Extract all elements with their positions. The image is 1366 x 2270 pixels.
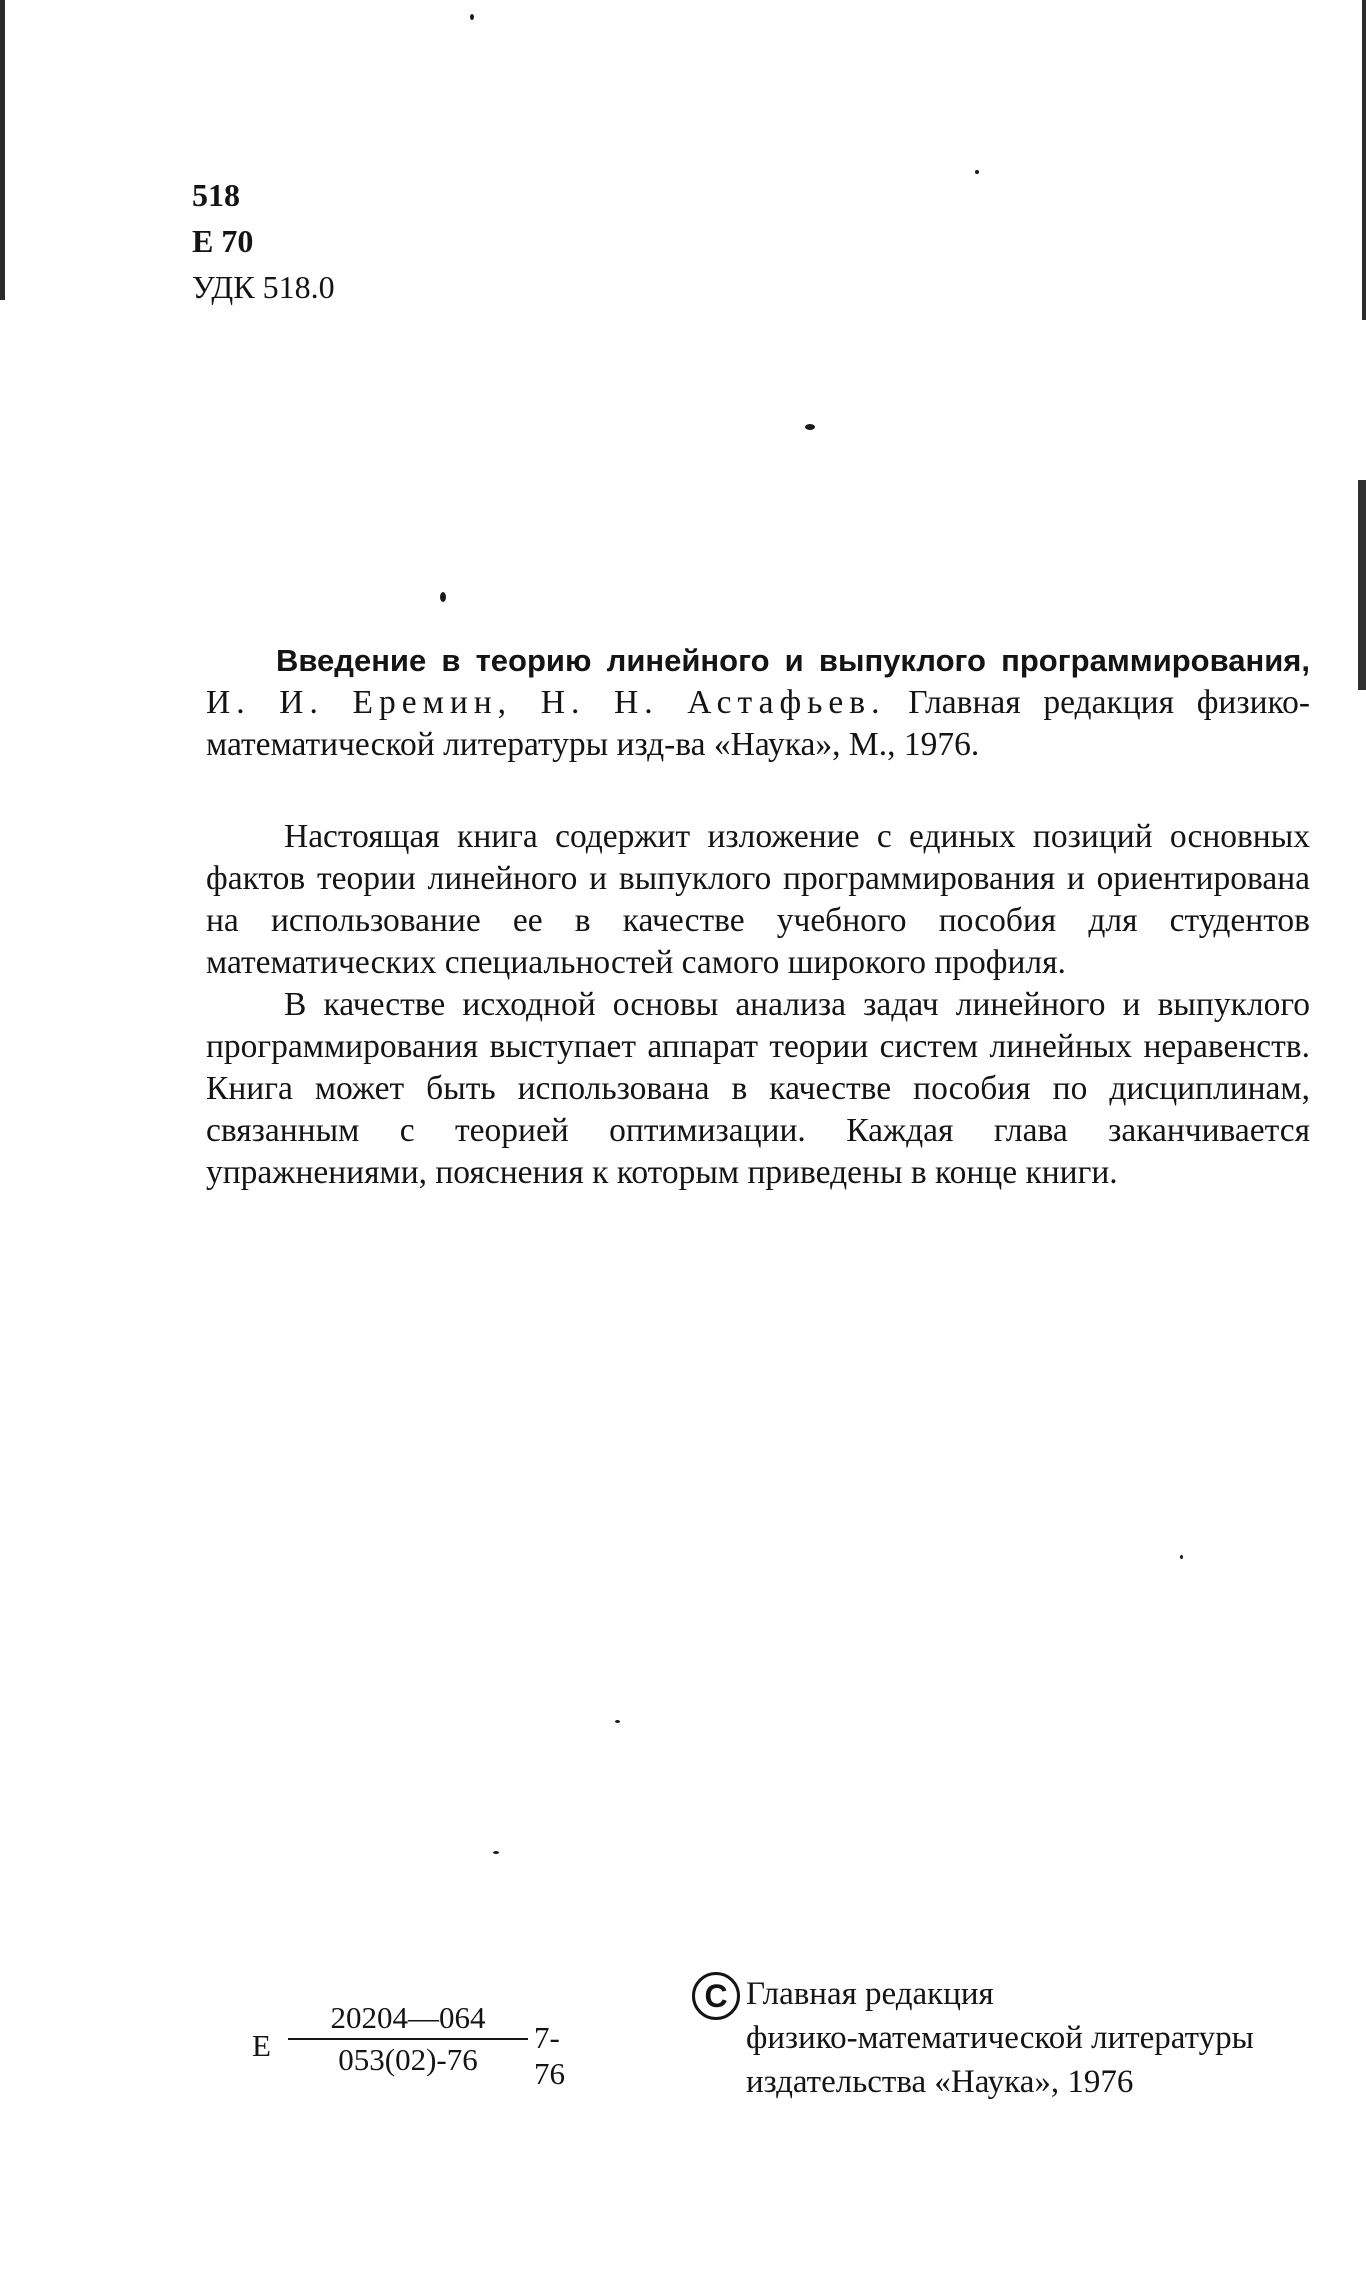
index-numerator: 20204—064 [288, 2000, 528, 2040]
book-abstract [206, 640, 1310, 1194]
scan-speck [805, 424, 815, 430]
abstract-paragraph: В качестве исходной основы анализа задач линейного и выпуклого программирования выступает аппарат теории систем линейных неравенств. Книга может быть использована в качестве пособия по дисциплинам, связанным с теорией оптимизации. Каждая глава заканчивается упражнениями, пояснения к которым приведены в конце книги. [206, 986, 1310, 1191]
scan-edge-left [0, 0, 5, 300]
copyright-line: Главная редакция [746, 1976, 994, 2012]
copyright-line: физико-математической литературы [746, 2020, 1254, 2056]
scan-speck [470, 14, 474, 20]
udc-code: УДК 518.0 [192, 269, 335, 305]
scan-speck [493, 1851, 499, 1854]
bibliographic-entry [206, 640, 1310, 766]
index-suffix: 7-76 [534, 2020, 565, 2091]
classification-code: 518 [192, 177, 240, 213]
book-authors: И. И. Еремин, Н. Н. Астафьев. [206, 684, 886, 721]
abstract-paragraph: Настоящая книга содержит изложение с единых позиций основных фактов теории линейного и выпуклого программирования и ориентирована на использование ее в качестве учебного пособия для студентов математических специальностей самого широкого профиля. [206, 818, 1310, 981]
index-fraction [288, 2000, 528, 2078]
index-denominator: 053(02)-76 [338, 2042, 478, 2077]
scan-edge-right-top [1362, 0, 1366, 320]
copyright-icon: C [692, 1972, 740, 2020]
book-publisher: Главная редакция физико-математической литературы изд-ва «Наука», М., 1976. [206, 684, 1310, 763]
copyright-text [746, 1972, 1254, 2104]
copyright-line: издательства «Наука», 1976 [746, 2064, 1134, 2100]
scan-edge-right-mid [1358, 480, 1366, 690]
book-title: Введение в теорию линейного и выпуклого программирования, [276, 643, 1310, 678]
scan-speck [440, 592, 446, 602]
scan-speck [975, 170, 979, 174]
catalog-codes [192, 172, 335, 310]
index-prefix: Е [252, 2028, 271, 2063]
author-mark: Е 70 [192, 223, 254, 259]
scan-speck [1180, 1555, 1183, 1559]
scan-speck [615, 1720, 620, 1723]
